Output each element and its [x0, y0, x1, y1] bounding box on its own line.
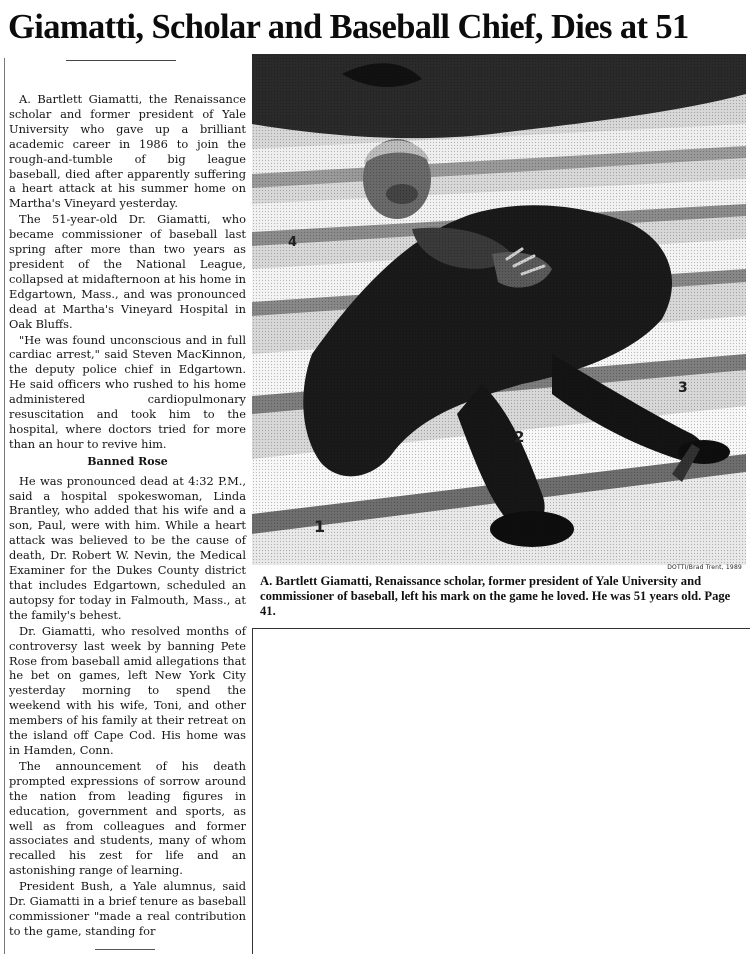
headline: Giamatti, Scholar and Baseball Chief, Dies at 51 [8, 8, 689, 46]
article-paragraph: Dr. Giamatti, who resolved months of controversy last week by banning Pete Rose from baseball amid allegations that he bet on games, left New York City yesterday morning to spend the weekend with his wife, Toni, and other members of his family at their retreat on the island off Cape Cod. His home was in Hamden, Conn. [9, 623, 246, 757]
article-paragraph: He was pronounced dead at 4:32 P.M., said a hospital spokeswoman, Linda Brantley, who added that his wife and a son, Paul, were with him. While a heart attack was believed to be the cause of death, Dr. Robert W. Nevin, the Medical Examiner for the Dukes County district that includes Edgartown, scheduled an autopsy for today in Falmouth, Mass., at the family's behest. [9, 473, 246, 622]
article-paragraph: A. Bartlett Giamatti, the Renaissance scholar and former president of Yale University who gave up a brilliant academic career in 1986 to join the rough-and-tumble of big league baseball, died after apparently suffering a heart attack at his summer home on Martha's Vineyard yesterday. [9, 92, 246, 211]
article-paragraph: President Bush, a Yale alumnus, said Dr. Giamatti in a brief tenure as baseball commissioner "made a real contribution to the game, standing for [9, 879, 246, 938]
news-photo [252, 54, 746, 565]
article-paragraph: The 51-year-old Dr. Giamatti, who became commissioner of baseball last spring after more than two years as president of the National League, collapsed at midafternoon at his home in Edgartown, Mass., and was pronounced dead at Martha's Vineyard Hospital in Oak Bluffs. [9, 212, 246, 331]
box-rule-horizontal [252, 628, 750, 629]
left-column-rule [4, 58, 5, 954]
box-rule-vertical [252, 628, 253, 954]
photo-caption: A. Bartlett Giamatti, Renaissance scholar, former president of Yale University and commissioner of baseball, left his mark on the game he loved. He was 51 years old. Page 41. [260, 574, 731, 618]
photo-credit: DOTTI/Brad Trent, 1989 [667, 564, 742, 571]
subhead: Banned Rose [87, 454, 168, 468]
article-body [9, 92, 246, 940]
column-end-rule [95, 949, 155, 950]
photo-illustration [252, 54, 746, 565]
headline-rule [66, 60, 176, 61]
article-paragraph: "He was found unconscious and in full cardiac arrest," said Steven MacKinnon, the deputy police chief in Edgartown. He said officers who rushed to his home administered cardiopulmonary resuscitation and took him to the hospital, where doctors tried for more than an hour to revive him. [9, 332, 246, 451]
article-paragraph: The announcement of his death prompted expressions of sorrow around the nation from leading figures in education, government and sports, as well as from colleagues and former associates and students, many of whom recalled his zest for life and an astonishing range of learning. [9, 758, 246, 878]
